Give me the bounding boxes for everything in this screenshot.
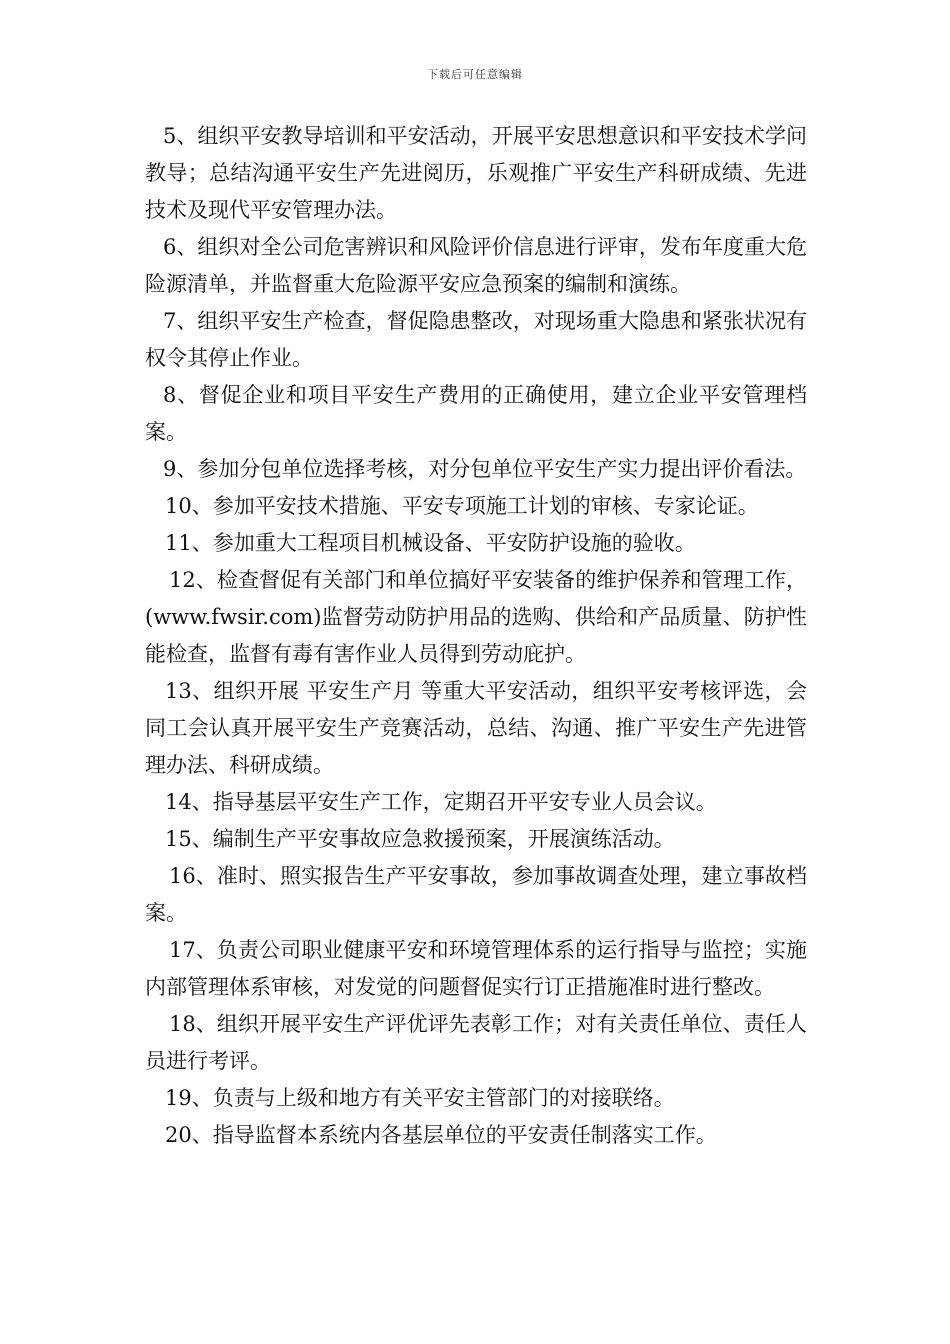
paragraph-8: 8、督促企业和项目平安生产费用的正确使用，建立企业平安管理档案。 — [145, 383, 807, 444]
paragraph-18: 18、组织开展平安生产评优评先表彰工作；对有关责任单位、责任人员进行考评。 — [145, 1012, 807, 1073]
paragraph-10: 10、参加平安技术措施、平安专项施工计划的审核、专家论证。 — [165, 494, 759, 518]
paragraph-13: 13、组织开展 平安生产月 等重大平安活动，组织平安考核评选，会同工会认真开展平安生产竞赛活动，总结、沟通、推广平安生产先进管理办法、科研成绩。 — [145, 679, 807, 777]
paragraph-15: 15、编制生产平安事故应急救援预案，开展演练活动。 — [165, 827, 675, 851]
paragraph-17: 17、负责公司职业健康平安和环境管理体系的运行指导与监控；实施内部管理体系审核，对发觉的问题督促实行订正措施准时进行整改。 — [145, 938, 807, 999]
header-note: 下载后可任意编辑 — [427, 68, 523, 81]
paragraph-11: 11、参加重大工程项目机械设备、平安防护设施的验收。 — [165, 531, 696, 555]
paragraph-16: 16、准时、照实报告生产平安事故，参加事故调查处理，建立事故档案。 — [145, 864, 807, 925]
paragraph-9: 9、参加分包单位选择考核，对分包单位平安生产实力提出评价看法。 — [163, 457, 807, 481]
paragraph-12: 12、检查督促有关部门和单位搞好平安装备的维护保养和管理工作，(www.fwsir.com)监督劳动防护用品的选购、供给和产品质量、防护性能检查，监督有毒有害作业人员得到劳动庇护。 — [145, 568, 807, 666]
document-body — [145, 118, 807, 1154]
paragraph-20: 20、指导监督本系统内各基层单位的平安责任制落实工作。 — [165, 1123, 717, 1147]
paragraph-7: 7、组织平安生产检查，督促隐患整改，对现场重大隐患和紧张状况有权令其停止作业。 — [145, 309, 807, 370]
paragraph-19: 19、负责与上级和地方有关平安主管部门的对接联络。 — [165, 1086, 675, 1110]
paragraph-14: 14、指导基层平安生产工作，定期召开平安专业人员会议。 — [165, 790, 717, 814]
paragraph-6: 6、组织对全公司危害辨识和风险评价信息进行评审，发布年度重大危险源清单，并监督重大危险源平安应急预案的编制和演练。 — [145, 235, 807, 296]
paragraph-5: 5、组织平安教导培训和平安活动，开展平安思想意识和平安技术学问教导；总结沟通平安生产先进阅历，乐观推广平安生产科研成绩、先进技术及现代平安管理办法。 — [145, 124, 807, 222]
